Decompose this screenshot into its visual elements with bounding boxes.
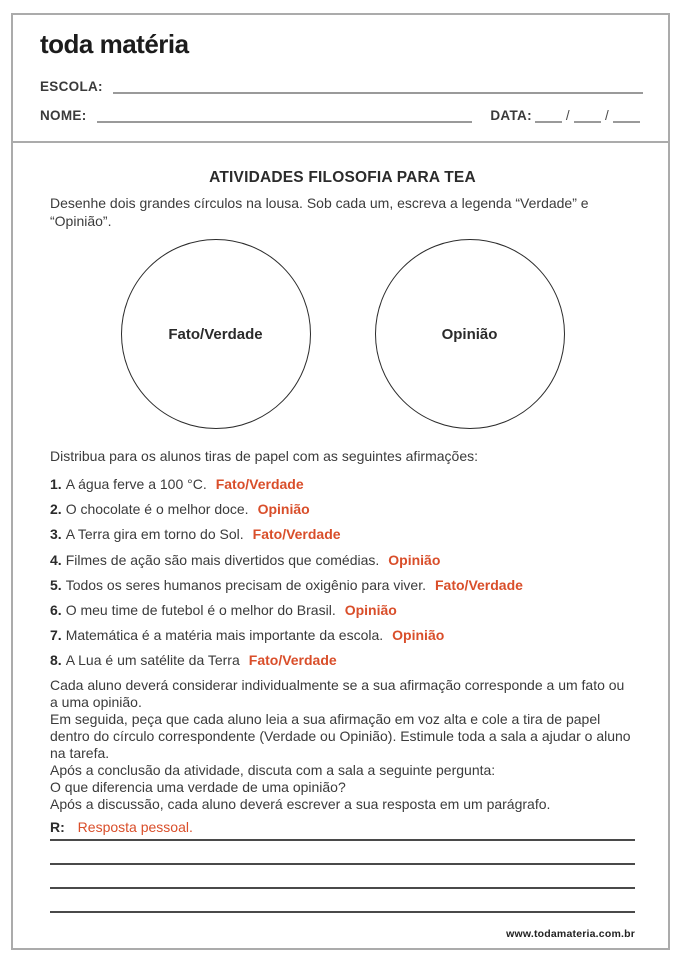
instruction-paragraph: Em seguida, peça que cada aluno leia a sua afirmação em voz alta e cole a tira de papel dentro do círculo correspondente (Verdade ou Opinião). Estimule toda a sala a ajudar o aluno na tarefa. — [50, 710, 631, 761]
model-answer-text: Resposta pessoal. — [77, 818, 193, 835]
page-header — [13, 15, 668, 143]
circles-row — [50, 239, 635, 429]
worksheet-body — [13, 169, 668, 940]
nome-field-row — [40, 105, 643, 123]
statement-answer: Fato/Verdade — [252, 526, 341, 543]
statement-text: O meu time de futebol é o melhor do Brasil. — [65, 602, 336, 619]
nome-label: NOME: — [40, 108, 87, 123]
statement-row — [50, 548, 635, 573]
website-url: www.todamateria.com.br — [506, 927, 635, 940]
statement-row — [50, 522, 635, 547]
instruction-paragraph: Após a conclusão da atividade, discuta com a sala a seguinte pergunta: — [50, 761, 496, 778]
statement-number: 5. — [50, 576, 62, 593]
escola-label: ESCOLA: — [40, 79, 103, 94]
statement-number: 1. — [50, 476, 62, 492]
data-label: DATA: — [490, 108, 532, 123]
writing-line — [50, 887, 635, 889]
worksheet-title: ATIVIDADES FILOSOFIA PARA TEA — [209, 169, 476, 186]
statement-number: 8. — [50, 652, 62, 669]
statement-number: 6. — [50, 602, 62, 619]
instruction-paragraph: Após a discussão, cada aluno deverá escrever a sua resposta em um parágrafo. — [50, 795, 551, 812]
date-year-line — [613, 105, 640, 123]
opiniao-circle — [375, 239, 565, 429]
escola-input-line — [113, 76, 643, 94]
statement-text: A Terra gira em torno do Sol. — [65, 526, 244, 543]
date-slash: / — [565, 108, 570, 123]
answer-prefix: R: — [50, 818, 65, 835]
statement-row — [50, 598, 635, 623]
statement-number: 3. — [50, 526, 62, 543]
model-answer-row — [50, 819, 635, 835]
statement-answer: Opinião — [257, 501, 310, 518]
nome-input-line — [97, 105, 473, 123]
worksheet-page — [11, 13, 670, 950]
writing-line — [50, 863, 635, 865]
date-month-line — [574, 105, 601, 123]
fato-verdade-circle — [121, 239, 311, 429]
instruction-paragraph: O que diferencia uma verdade de uma opinião? — [50, 778, 346, 795]
activity-instructions — [50, 677, 635, 813]
intro-text: Desenhe dois grandes círculos na lousa. Sob cada um, escreva a legenda “Verdade” e “Opinião”. — [50, 195, 589, 229]
statement-text: Matemática é a matéria mais importante da escola. — [65, 627, 384, 644]
statement-row — [50, 648, 635, 673]
date-slash: / — [604, 108, 609, 123]
statement-number: 4. — [50, 551, 62, 568]
statement-answer: Opinião — [344, 602, 397, 619]
statement-row — [50, 623, 635, 648]
date-field-group — [490, 105, 643, 123]
statement-answer: Fato/Verdade — [215, 476, 304, 492]
opiniao-circle-label: Opinião — [441, 325, 498, 343]
statement-text: A água ferve a 100 °C. — [65, 476, 207, 492]
statement-answer: Fato/Verdade — [248, 652, 337, 669]
instruction-paragraph: Cada aluno deverá considerar individualmente se a sua afirmação corresponde a um fato ou a uma opinião. — [50, 676, 625, 710]
statement-number: 2. — [50, 501, 62, 518]
date-day-line — [535, 105, 562, 123]
statement-row — [50, 497, 635, 522]
statement-row — [50, 573, 635, 598]
writing-line — [50, 839, 635, 841]
statement-text: O chocolate é o melhor doce. — [65, 501, 249, 518]
statement-answer: Fato/Verdade — [435, 576, 523, 593]
statement-answer: Opinião — [388, 551, 441, 568]
distribute-instruction: Distribua para os alunos tiras de papel com as seguintes afirmações: — [50, 448, 478, 464]
brand-logo: toda matéria — [40, 29, 189, 59]
statement-text: Todos os seres humanos precisam de oxigênio para viver. — [65, 576, 426, 593]
statements-list — [50, 472, 635, 674]
statement-number: 7. — [50, 627, 62, 644]
statement-text: A Lua é um satélite da Terra — [65, 652, 240, 669]
statement-answer: Opinião — [392, 627, 445, 644]
statement-text: Filmes de ação são mais divertidos que comédias. — [65, 551, 380, 568]
statement-row — [50, 472, 635, 497]
fato-verdade-circle-label: Fato/Verdade — [168, 325, 263, 343]
escola-field-row — [40, 76, 643, 94]
writing-line — [50, 911, 635, 913]
